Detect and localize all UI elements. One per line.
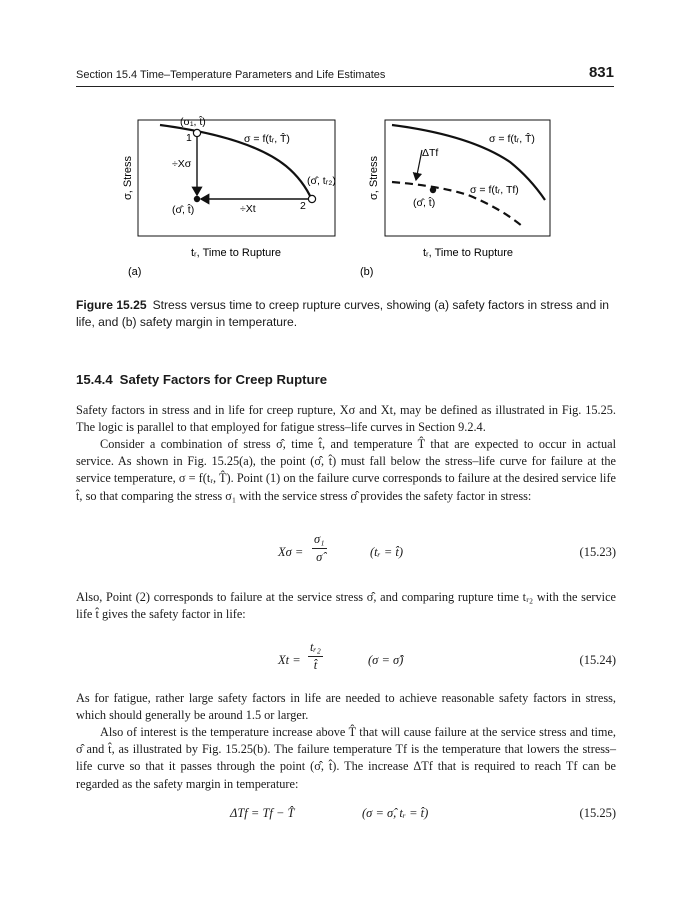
- label-sigma-tr2: (σ̂, tᵣ₂): [307, 175, 336, 187]
- label-delta-tf: ΔTf: [422, 147, 439, 159]
- paragraph-1: Safety factors in stress and in life for creep rupture, Xσ and Xt, may be defined as illustrated in Fig. 15.25. The logic is parallel to that employed for fatigue stress–life curves in Section 9.2.4.: [76, 403, 616, 435]
- panel-label-b: (b): [360, 266, 374, 278]
- eq2-condition: (σ = σ̂): [368, 653, 404, 667]
- ylabel-a: σ, Stress: [122, 155, 134, 201]
- label-point-1: 1: [186, 132, 192, 144]
- label-x-sigma: ÷Xσ: [172, 158, 192, 170]
- panel-a: [122, 115, 336, 278]
- point-service-b: [430, 187, 436, 193]
- paragraph-3: Also, Point (2) corresponds to failure at the service stress σ̂, and comparing rupture time tᵣ₂ with the service life t̂ gives the safety factor in life:: [76, 590, 616, 622]
- label-service-point-b: (σ̂, t̂): [413, 197, 436, 209]
- eq2-fraction: [308, 640, 323, 673]
- eq1-fraction: [312, 532, 327, 565]
- page-number: 831: [588, 64, 614, 81]
- panel-label-a: (a): [128, 266, 142, 278]
- label-curve-a: σ = f(tᵣ, T̂): [244, 133, 290, 145]
- eq3-condition: (σ = σ̂, tᵣ = t̂): [362, 806, 429, 820]
- caption-text: Stress versus time to creep rupture curves, showing (a) safety factors in stress and in life, and (b) safety margin in temperature.: [76, 298, 609, 329]
- label-curve-b-dashed: σ = f(tᵣ, Tf): [470, 184, 519, 196]
- section-title: Safety Factors for Creep Rupture: [119, 372, 328, 387]
- equation-15-25: [76, 806, 616, 826]
- label-service-point-a: (σ̂, t̂): [172, 204, 195, 216]
- section-heading: [76, 372, 327, 387]
- axes-frame-a: [138, 120, 335, 236]
- eq2-numerator: tᵣ₂: [308, 640, 323, 657]
- paragraph-5: Also of interest is the temperature increase above T̂ that will cause failure at the service stress and time, σ̂ and t̂, as illustrated by Fig. 15.25(b). The failure temperature Tf is the temperature that lowers the stress–life curve so that it passes through the point (σ̂, t̂). The increase ΔTf that is required to reach Tf can be regarded as the safety margin in temperature:: [76, 725, 616, 791]
- figure-15-25: [0, 95, 690, 285]
- eq2-number: (15.24): [579, 653, 616, 667]
- point-2: [308, 195, 315, 202]
- equation-15-24: [76, 640, 616, 680]
- label-sigma1-that: (σ₁, t̂): [180, 116, 206, 128]
- eq2-lhs: Xt =: [278, 653, 301, 667]
- ylabel-b: σ, Stress: [368, 155, 380, 201]
- section-number: 15.4.4: [76, 372, 113, 387]
- label-point-2: 2: [300, 200, 306, 212]
- caption-label: Figure 15.25: [76, 298, 147, 312]
- point-1: [193, 129, 200, 136]
- header-section: Section 15.4 Time–Temperature Parameters and Life Estimates: [76, 69, 386, 81]
- eq1-condition: (tᵣ = t̂): [370, 545, 404, 559]
- paragraph-2: Consider a combination of stress σ̂, time t̂, and temperature T̂ that are expected to occur in actual service. As shown in Fig. 15.25(a), the point (σ̂, t̂) must fall below the stress–life curve for failure at the service temperature, σ = f(tᵣ, T̂). Point (1) on the failure curve corresponds to failure at the desired service life t̂, so that comparing the stress σ₁ with the service stress σ̂ provides the safety factor in stress:: [76, 437, 616, 503]
- eq1-numerator: σ₁: [312, 532, 327, 549]
- xlabel-a: tᵣ, Time to Rupture: [190, 247, 282, 259]
- running-header: [76, 66, 614, 87]
- paragraph-4: As for fatigue, rather large safety factors in life are needed to achieve reasonable safety factors in stress, which should generally be around 1.5 or larger.: [76, 691, 616, 723]
- eq1-number: (15.23): [579, 545, 616, 559]
- eq1-denominator: σ̂: [316, 550, 323, 564]
- equation-15-23: [76, 532, 616, 572]
- xlabel-b: tᵣ, Time to Rupture: [422, 247, 514, 259]
- eq1-lhs: Xσ =: [278, 545, 304, 559]
- eq3-expression: ΔTf = Tf − T̂: [230, 806, 295, 820]
- eq3-number: (15.25): [579, 806, 616, 820]
- point-service: [194, 196, 200, 202]
- label-curve-b-top: σ = f(tᵣ, T̂): [489, 133, 535, 145]
- eq2-denominator: t̂: [313, 658, 318, 672]
- label-x-t: ÷Xt: [240, 203, 256, 215]
- panel-b: [360, 120, 550, 278]
- figure-caption: [76, 297, 614, 331]
